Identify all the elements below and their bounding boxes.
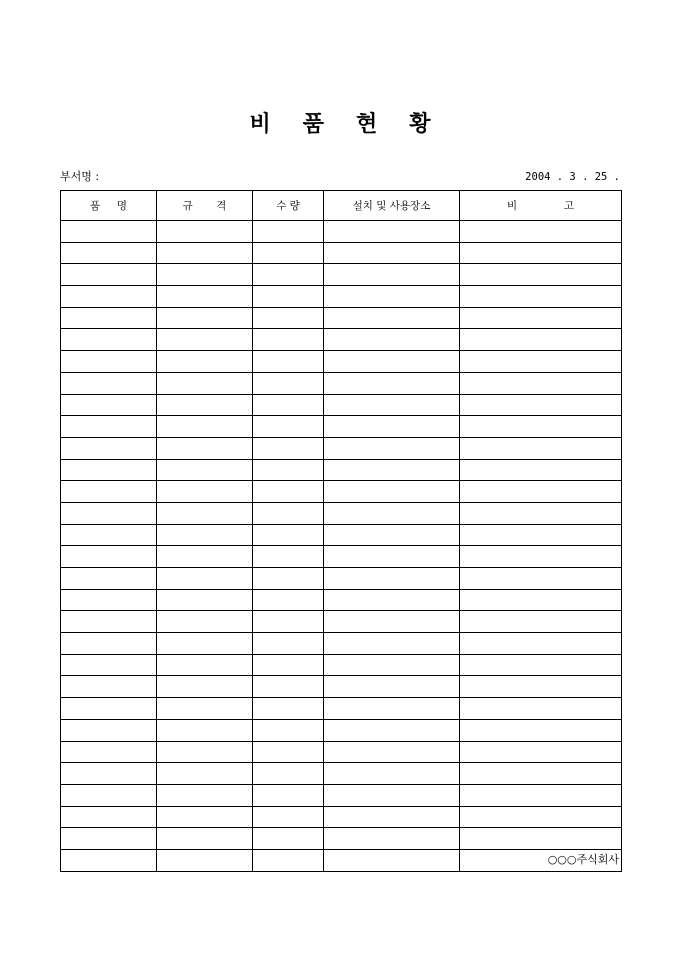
cell-remarks — [460, 546, 622, 568]
table-row — [61, 568, 622, 590]
cell-item-name — [61, 221, 157, 243]
table-row — [61, 264, 622, 286]
cell-item-name — [61, 286, 157, 308]
cell-remarks — [460, 611, 622, 633]
table-row — [61, 524, 622, 546]
cell-remarks — [460, 589, 622, 611]
cell-item-name — [61, 351, 157, 373]
table-row — [61, 849, 622, 871]
cell-item-name — [61, 546, 157, 568]
cell-specification — [157, 633, 253, 655]
table-row — [61, 372, 622, 394]
cell-remarks — [460, 654, 622, 676]
cell-item-name — [61, 416, 157, 438]
cell-location — [324, 611, 460, 633]
cell-specification — [157, 394, 253, 416]
table-row — [61, 828, 622, 850]
cell-item-name — [61, 372, 157, 394]
cell-item-name — [61, 849, 157, 871]
table-row — [61, 784, 622, 806]
cell-item-name — [61, 698, 157, 720]
cell-quantity — [253, 676, 324, 698]
cell-quantity — [253, 589, 324, 611]
table-row — [61, 459, 622, 481]
cell-location — [324, 307, 460, 329]
cell-specification — [157, 719, 253, 741]
cell-remarks — [460, 329, 622, 351]
table-row — [61, 741, 622, 763]
cell-location — [324, 459, 460, 481]
cell-quantity — [253, 286, 324, 308]
cell-quantity — [253, 698, 324, 720]
cell-quantity — [253, 633, 324, 655]
table-row — [61, 719, 622, 741]
cell-quantity — [253, 654, 324, 676]
cell-remarks — [460, 568, 622, 590]
cell-specification — [157, 763, 253, 785]
table-row — [61, 307, 622, 329]
cell-quantity — [253, 459, 324, 481]
cell-location — [324, 394, 460, 416]
header-quantity: 수 량 — [253, 191, 324, 221]
cell-location — [324, 502, 460, 524]
cell-specification — [157, 329, 253, 351]
cell-location — [324, 741, 460, 763]
table-row — [61, 676, 622, 698]
cell-remarks — [460, 828, 622, 850]
cell-location — [324, 351, 460, 373]
cell-item-name — [61, 589, 157, 611]
table-row — [61, 589, 622, 611]
title-char: 현 — [356, 111, 378, 137]
cell-location — [324, 676, 460, 698]
table-row — [61, 698, 622, 720]
cell-quantity — [253, 719, 324, 741]
cell-quantity — [253, 828, 324, 850]
cell-quantity — [253, 351, 324, 373]
cell-specification — [157, 416, 253, 438]
table-row — [61, 437, 622, 459]
cell-specification — [157, 372, 253, 394]
table-row — [61, 394, 622, 416]
cell-specification — [157, 784, 253, 806]
cell-quantity — [253, 394, 324, 416]
table-row — [61, 763, 622, 785]
table-row — [61, 416, 622, 438]
header-item-name: 품 명 — [61, 191, 157, 221]
cell-location — [324, 568, 460, 590]
table-row — [61, 633, 622, 655]
cell-specification — [157, 698, 253, 720]
cell-item-name — [61, 719, 157, 741]
cell-remarks — [460, 264, 622, 286]
document-date: 2004 . 3 . 25 . — [525, 171, 620, 183]
cell-item-name — [61, 741, 157, 763]
cell-location — [324, 633, 460, 655]
cell-item-name — [61, 394, 157, 416]
cell-quantity — [253, 416, 324, 438]
cell-remarks — [460, 633, 622, 655]
cell-remarks — [460, 741, 622, 763]
cell-location — [324, 806, 460, 828]
cell-quantity — [253, 307, 324, 329]
title-char: 황 — [409, 111, 431, 137]
cell-remarks — [460, 806, 622, 828]
cell-location — [324, 524, 460, 546]
cell-item-name — [61, 264, 157, 286]
cell-quantity — [253, 849, 324, 871]
cell-specification — [157, 589, 253, 611]
cell-item-name — [61, 611, 157, 633]
cell-specification — [157, 481, 253, 503]
cell-item-name — [61, 307, 157, 329]
cell-quantity — [253, 481, 324, 503]
cell-quantity — [253, 264, 324, 286]
table-row — [61, 481, 622, 503]
cell-quantity — [253, 502, 324, 524]
header-remarks: 비 고 — [460, 191, 622, 221]
cell-quantity — [253, 524, 324, 546]
cell-quantity — [253, 437, 324, 459]
table-body — [61, 221, 622, 872]
cell-item-name — [61, 654, 157, 676]
cell-item-name — [61, 481, 157, 503]
cell-specification — [157, 676, 253, 698]
cell-specification — [157, 568, 253, 590]
cell-location — [324, 828, 460, 850]
cell-specification — [157, 741, 253, 763]
cell-location — [324, 264, 460, 286]
cell-remarks — [460, 698, 622, 720]
table-row — [61, 286, 622, 308]
cell-location — [324, 654, 460, 676]
cell-specification — [157, 828, 253, 850]
cell-location — [324, 763, 460, 785]
cell-quantity — [253, 221, 324, 243]
cell-item-name — [61, 242, 157, 264]
cell-item-name — [61, 828, 157, 850]
cell-location — [324, 437, 460, 459]
cell-specification — [157, 307, 253, 329]
table-row — [61, 654, 622, 676]
cell-specification — [157, 524, 253, 546]
cell-item-name — [61, 437, 157, 459]
cell-remarks — [460, 437, 622, 459]
cell-quantity — [253, 611, 324, 633]
cell-item-name — [61, 329, 157, 351]
table-row — [61, 546, 622, 568]
cell-remarks — [460, 372, 622, 394]
cell-remarks — [460, 481, 622, 503]
cell-specification — [157, 849, 253, 871]
header-specification: 규 격 — [157, 191, 253, 221]
cell-quantity — [253, 546, 324, 568]
cell-specification — [157, 351, 253, 373]
cell-remarks — [460, 394, 622, 416]
cell-remarks — [460, 784, 622, 806]
title-char: 품 — [302, 111, 324, 137]
cell-item-name — [61, 568, 157, 590]
cell-quantity — [253, 329, 324, 351]
cell-specification — [157, 264, 253, 286]
cell-item-name — [61, 502, 157, 524]
cell-location — [324, 329, 460, 351]
cell-location — [324, 286, 460, 308]
cell-remarks — [460, 502, 622, 524]
cell-specification — [157, 806, 253, 828]
cell-specification — [157, 502, 253, 524]
cell-specification — [157, 221, 253, 243]
cell-remarks — [460, 763, 622, 785]
table-header-row — [61, 191, 622, 221]
cell-specification — [157, 242, 253, 264]
department-label: 부서명 : — [60, 170, 100, 183]
cell-location — [324, 416, 460, 438]
cell-location — [324, 698, 460, 720]
cell-remarks — [460, 416, 622, 438]
cell-quantity — [253, 741, 324, 763]
cell-specification — [157, 459, 253, 481]
cell-quantity — [253, 806, 324, 828]
cell-specification — [157, 546, 253, 568]
cell-item-name — [61, 676, 157, 698]
cell-remarks — [460, 307, 622, 329]
table-row — [61, 806, 622, 828]
table-row — [61, 242, 622, 264]
cell-specification — [157, 654, 253, 676]
cell-specification — [157, 286, 253, 308]
table-row — [61, 351, 622, 373]
cell-item-name — [61, 459, 157, 481]
cell-item-name — [61, 633, 157, 655]
cell-quantity — [253, 372, 324, 394]
company-name: ○○○주식회사 — [547, 853, 619, 866]
cell-remarks — [460, 676, 622, 698]
cell-item-name — [61, 524, 157, 546]
cell-remarks — [460, 221, 622, 243]
cell-item-name — [61, 806, 157, 828]
cell-item-name — [61, 763, 157, 785]
cell-quantity — [253, 763, 324, 785]
cell-location — [324, 481, 460, 503]
cell-remarks — [460, 459, 622, 481]
document-title — [0, 108, 680, 140]
cell-location — [324, 221, 460, 243]
table-row — [61, 329, 622, 351]
cell-remarks — [460, 242, 622, 264]
cell-quantity — [253, 568, 324, 590]
table-row — [61, 221, 622, 243]
title-char: 비 — [249, 111, 271, 137]
table-row — [61, 502, 622, 524]
cell-remarks — [460, 719, 622, 741]
table-row — [61, 611, 622, 633]
cell-location — [324, 589, 460, 611]
inventory-table — [60, 190, 622, 872]
cell-location — [324, 546, 460, 568]
cell-item-name — [61, 784, 157, 806]
cell-specification — [157, 437, 253, 459]
cell-quantity — [253, 784, 324, 806]
cell-remarks — [460, 524, 622, 546]
cell-location — [324, 719, 460, 741]
cell-location — [324, 242, 460, 264]
cell-remarks — [460, 286, 622, 308]
cell-remarks — [460, 351, 622, 373]
cell-location — [324, 849, 460, 871]
cell-specification — [157, 611, 253, 633]
header-location: 설치 및 사용장소 — [324, 191, 460, 221]
cell-quantity — [253, 242, 324, 264]
cell-location — [324, 372, 460, 394]
cell-location — [324, 784, 460, 806]
